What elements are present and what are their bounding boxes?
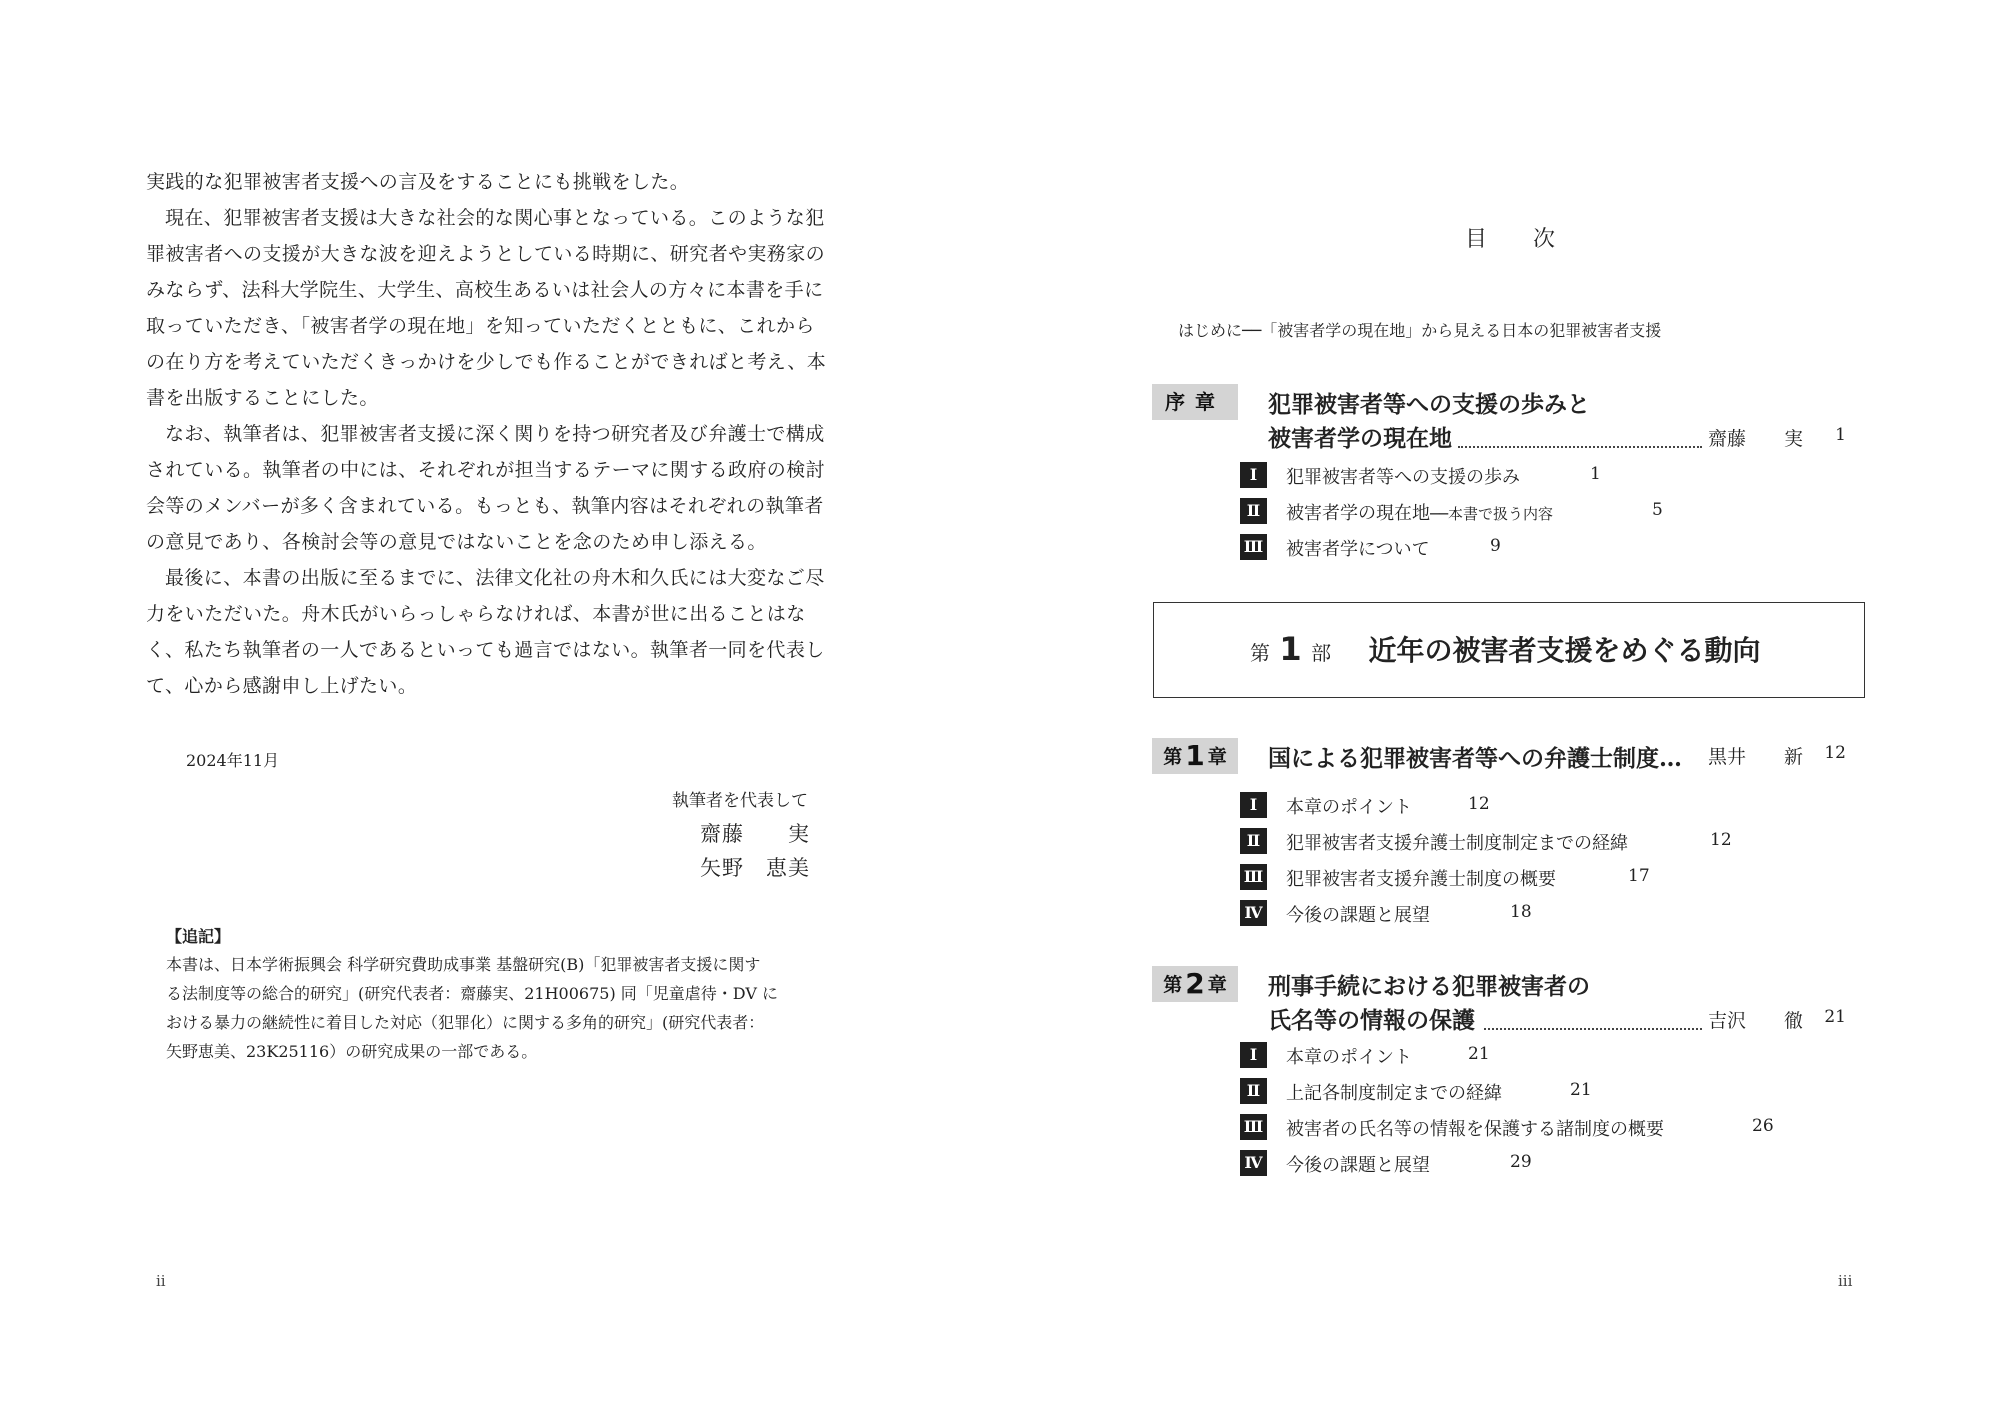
chapter-label-text: 第 bbox=[1163, 974, 1183, 996]
text-line: 力をいただいた。舟木氏がいらっしゃらなければ、本書が世に出ることはな bbox=[146, 603, 806, 625]
section-page: 12 bbox=[1468, 794, 1490, 814]
part-prefix: 第 bbox=[1250, 641, 1270, 665]
paragraph-4 bbox=[146, 560, 862, 704]
text-line: の在り方を考えていただくきっかけを少しでも作ることができればと考え、本 bbox=[146, 351, 827, 373]
text-line: 会等のメンバーが多く含まれている。もっとも、執筆内容はそれぞれの執筆者 bbox=[146, 495, 824, 517]
part-number: 1 bbox=[1279, 630, 1302, 668]
text-line: 本書は、日本学術振興会 科学研究費助成事業 基盤研究(B)「犯罪被害者支援に関す bbox=[166, 955, 761, 974]
chapter-author: 齋藤 実 bbox=[1708, 428, 1804, 450]
chapter-label-text: 序 bbox=[1165, 390, 1195, 414]
text-line: て、心から感謝申し上げたい。 bbox=[146, 675, 418, 697]
text-line: 矢野恵美、23K25116）の研究成果の一部である。 bbox=[166, 1042, 538, 1061]
chapter-number: 2 bbox=[1185, 967, 1205, 1000]
section-number: Ⅰ bbox=[1240, 792, 1267, 818]
section-title[interactable] bbox=[1286, 463, 1520, 489]
addendum-title: 【追記】 bbox=[166, 927, 231, 946]
text-line: なお、執筆者は、犯罪被害者支援に深く関りを持つ研究者及び弁護士で構成 bbox=[165, 423, 825, 445]
section-number: Ⅲ bbox=[1240, 534, 1267, 560]
text-line: みならず、法科大学院生、大学生、高校生あるいは社会人の方々に本書を手に bbox=[146, 279, 824, 301]
text-line: おける暴力の継続性に着目した対応（犯罪化）に関する多角的研究」(研究代表者： bbox=[166, 1013, 765, 1032]
representative-label: 執筆者を代表して bbox=[672, 791, 808, 811]
section-number: Ⅰ bbox=[1240, 462, 1267, 488]
section-number: Ⅰ bbox=[1240, 1042, 1267, 1068]
chapter-label-prologue bbox=[1152, 384, 1238, 420]
text-line: る法制度等の総合的研究」(研究代表者：齋藤実、21H00675) 同「児童虐待・DV に bbox=[166, 984, 778, 1003]
text-line: 実践的な犯罪被害者支援への言及をすることにも挑戦をした。 bbox=[146, 171, 690, 193]
section-title[interactable] bbox=[1286, 535, 1430, 561]
section-title[interactable]: 本章のポイント bbox=[1286, 797, 1412, 818]
chapter-page: 21 bbox=[1824, 1007, 1846, 1027]
section-number: Ⅱ bbox=[1240, 1078, 1267, 1104]
section-title[interactable]: 本章のポイント bbox=[1286, 1047, 1412, 1068]
dot-leader bbox=[1484, 1028, 1702, 1030]
chapter-title[interactable]: 被害者学の現在地 bbox=[1268, 425, 1452, 452]
paragraph-3 bbox=[146, 416, 862, 560]
chapter-title[interactable]: 氏名等の情報の保護 bbox=[1268, 1007, 1475, 1034]
section-page: 5 bbox=[1652, 500, 1663, 520]
chapter-title[interactable]: 刑事手続における犯罪被害者の bbox=[1268, 973, 1590, 1000]
section-title[interactable]: 犯罪被害者支援弁護士制度制定までの経緯 bbox=[1286, 833, 1628, 854]
page-number: iii bbox=[1838, 1272, 1853, 1290]
text-line: く、私たち執筆者の一人であるといっても過言ではない。執筆者一同を代表し bbox=[146, 639, 825, 661]
dot-leader bbox=[1458, 446, 1702, 448]
paragraph-1 bbox=[146, 164, 862, 200]
text-line: 現在、犯罪被害者支援は大きな社会的な関心事となっている。このような犯 bbox=[165, 207, 825, 229]
section-title[interactable]: 上記各制度制定までの経緯 bbox=[1286, 1083, 1502, 1104]
section-title-text: 被害者学について bbox=[1286, 539, 1430, 560]
text-line: 書を出版することにした。 bbox=[146, 387, 379, 409]
date: 2024年11月 bbox=[186, 751, 280, 770]
chapter-title[interactable]: 国による犯罪被害者等への弁護士制度… bbox=[1268, 745, 1682, 772]
chapter-author: 吉沢 徹 bbox=[1708, 1010, 1804, 1032]
author-name: 矢野 恵美 bbox=[700, 856, 810, 880]
section-number: Ⅳ bbox=[1240, 900, 1267, 926]
toc-title-char: 目 bbox=[1465, 227, 1488, 252]
chapter-label-2 bbox=[1152, 966, 1238, 1002]
section-title[interactable]: 今後の課題と展望 bbox=[1286, 1155, 1430, 1176]
section-subtitle: ──本書で扱う内容 bbox=[1430, 505, 1554, 523]
chapter-label-text: 章 bbox=[1207, 746, 1227, 768]
toc-title bbox=[1465, 222, 1555, 253]
toc-title-char: 次 bbox=[1533, 227, 1556, 252]
text-line: 取っていただき、「被害者学の現在地」を知っていただくとともに、これから bbox=[146, 315, 815, 337]
section-title[interactable]: 今後の課題と展望 bbox=[1286, 905, 1430, 926]
section-title-text: 犯罪被害者等への支援の歩み bbox=[1286, 467, 1520, 488]
section-title[interactable]: 被害者の氏名等の情報を保護する諸制度の概要 bbox=[1286, 1119, 1664, 1140]
right-page bbox=[1000, 0, 2000, 1416]
addendum-text bbox=[166, 950, 866, 1066]
section-page: 21 bbox=[1468, 1044, 1490, 1064]
section-page: 26 bbox=[1752, 1116, 1774, 1136]
section-number: Ⅱ bbox=[1240, 828, 1267, 854]
part-suffix: 部 bbox=[1311, 641, 1332, 665]
text-line: 罪被害者への支援が大きな波を迎えようとしている時期に、研究者や実務家の bbox=[146, 243, 826, 265]
page-number: ii bbox=[156, 1272, 166, 1290]
section-page: 21 bbox=[1570, 1080, 1592, 1100]
part-heading bbox=[1250, 603, 1761, 696]
chapter-label-text: 章 bbox=[1207, 974, 1227, 996]
section-number: Ⅳ bbox=[1240, 1150, 1267, 1176]
chapter-title[interactable]: 犯罪被害者等への支援の歩みと bbox=[1268, 391, 1590, 418]
part-title: 近年の被害者支援をめぐる動向 bbox=[1368, 634, 1761, 667]
section-page: 29 bbox=[1510, 1152, 1532, 1172]
section-number: Ⅲ bbox=[1240, 1114, 1267, 1140]
text-line: の意見であり、各検討会等の意見ではないことを念のため申し添える。 bbox=[146, 531, 767, 553]
section-page: 9 bbox=[1490, 536, 1501, 556]
author-name: 齋藤 実 bbox=[700, 822, 810, 846]
section-number: Ⅲ bbox=[1240, 864, 1267, 890]
text-line: 最後に、本書の出版に至るまでに、法律文化社の舟木和久氏には大変なご尽 bbox=[165, 567, 825, 589]
chapter-author: 黒井 新 bbox=[1708, 746, 1804, 768]
section-title[interactable] bbox=[1286, 499, 1553, 525]
chapter-label-1 bbox=[1152, 738, 1238, 774]
section-title[interactable]: 犯罪被害者支援弁護士制度の概要 bbox=[1286, 869, 1556, 890]
section-page: 1 bbox=[1590, 464, 1601, 484]
section-page: 17 bbox=[1628, 866, 1650, 886]
paragraph-2 bbox=[146, 200, 862, 416]
chapter-label-text: 第 bbox=[1163, 746, 1183, 768]
section-page: 18 bbox=[1510, 902, 1532, 922]
section-number: Ⅱ bbox=[1240, 498, 1267, 524]
section-page: 12 bbox=[1710, 830, 1732, 850]
text-line: されている。執筆者の中には、それぞれが担当するテーマに関する政府の検討 bbox=[146, 459, 826, 481]
part-heading-box[interactable] bbox=[1153, 602, 1865, 698]
chapter-page: 1 bbox=[1835, 425, 1846, 445]
chapter-page: 12 bbox=[1824, 743, 1846, 763]
toc-intro[interactable]: はじめに──「被害者学の現在地」から見える日本の犯罪被害者支援 bbox=[1178, 321, 1662, 340]
chapter-label-text: 章 bbox=[1195, 390, 1225, 414]
section-title-text: 被害者学の現在地 bbox=[1286, 503, 1430, 524]
chapter-number: 1 bbox=[1185, 739, 1205, 772]
